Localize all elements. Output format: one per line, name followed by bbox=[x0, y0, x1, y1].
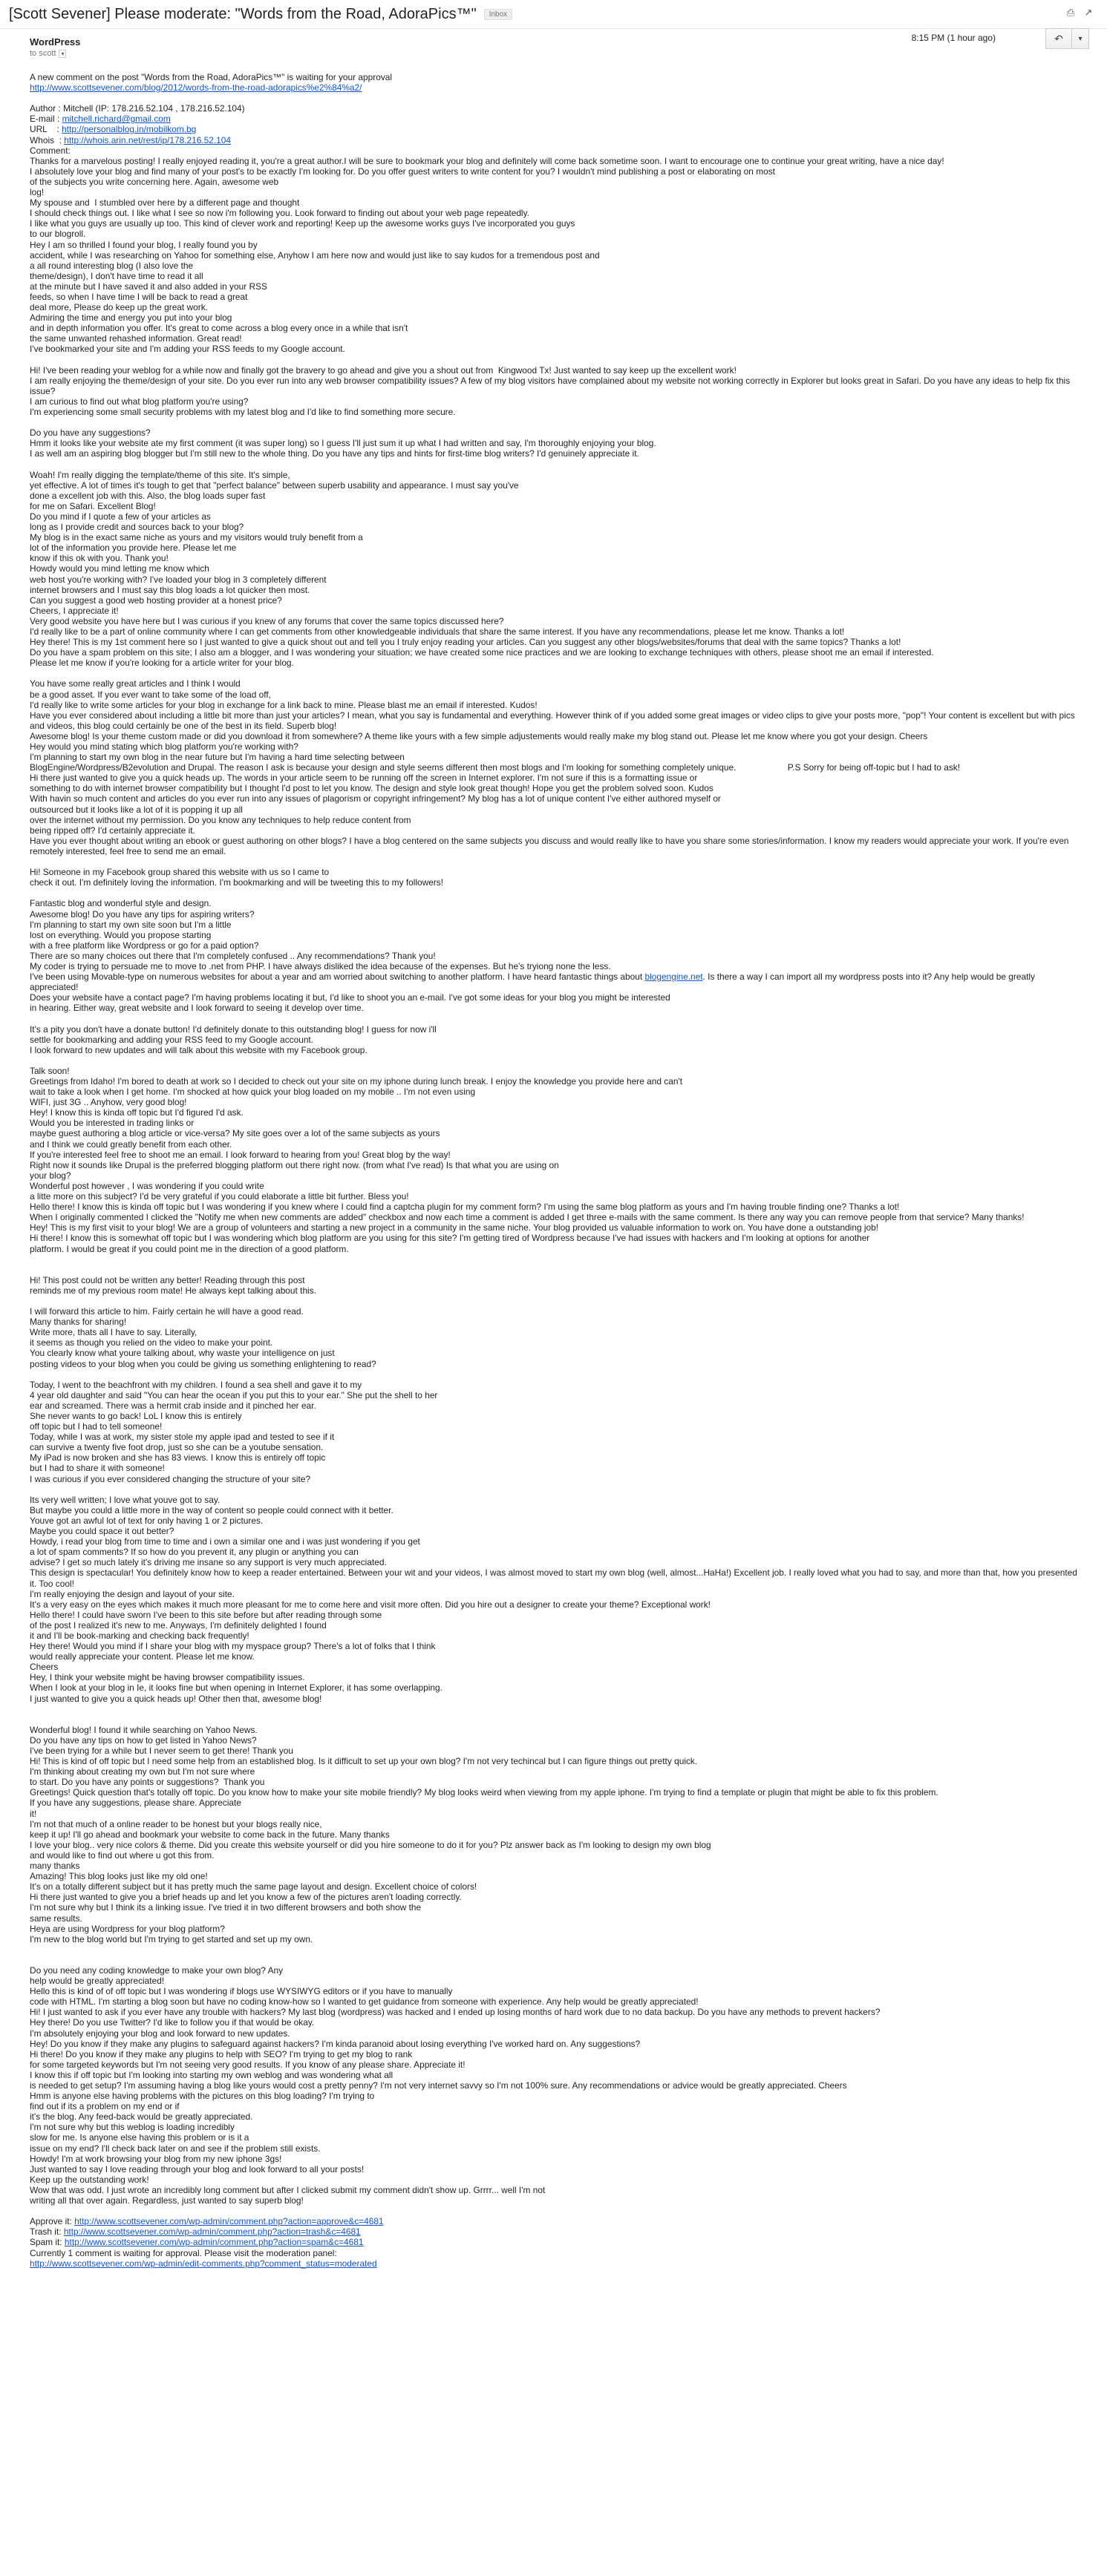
blogengine-link[interactable]: blogengine.net bbox=[644, 971, 703, 983]
comment-p8: Talk soon! Greetings from Idaho! I'm bored to death at work so I decided to check out your site on my iphone during lunch break. I enjoy the knowledge you provide here and can't wait to take a look when I get home. I'm shocked at how quick your blog loaded on my mobile .. I'm not even using WIFI, just 3G .. Anyhow, very good blog! Hey! I know this is kinda off topic but I'd figured I'd ask. Would you be interested in trading links or maybe guest authoring a blog article or vice-versa? My site goes over a lot of the same subjects as yours and I think we could greatly benefit from each other. If you're interested feel free to shoot me an email. I look forward to hearing from you! Great blog by the way! Right now it sounds like Drupal is the preferred blogging platform out there right now. (from what I've read) Is that what you are using on your blog? Wonderful post however , I was wondering if you could write a litte more on this subject? I'd be very grateful if you could elaborate a little bit further. Bless you! Hello there! I know this is kinda off topic but I was wondering if you knew where I could find a captcha plugin for my comment form? I'm using the same blog platform as yours and I'm having trouble finding one? Thanks a lot! When I originally commented I clicked the "Notify me when new comments are added" checkbox and now each time a comment is added I get three e-mails with the same comment. Is there any way you can remove people from that service? Many thanks! Hey! This is my first visit to your blog! We are a group of volunteers and starting a new project in a community in the same niche. Your blog provided us valuable information to work on. You have done a outstanding job! Hi there! I know this is somewhat off topic but I was wondering which blog platform are you using for this site? I'm getting tired of Wordpress because I've had issues with hackers and I'm looking at options for another platform. I would be great if you could point me in the direction of a good platform. bbox=[30, 1065, 1025, 1254]
printer-icon[interactable]: ⎙ bbox=[1066, 7, 1075, 18]
comment-p10: I will forward this article to him. Fairly certain he will have a good read. Many thanks for sharing! Write more, thats all I have to say. Literally, it seems as though you relied on the video to make your point. You clearly know what youre talking about, why waste your intelligence on just posting videos to your blog when you could be giving us something enlightening to read? bbox=[30, 1306, 376, 1369]
whois-label: Whois : bbox=[30, 134, 65, 145]
email-header-bar bbox=[0, 0, 1107, 29]
reply-arrow-icon[interactable]: ↶ bbox=[1045, 28, 1072, 49]
comment-p0: Thanks for a marvelous posting! I really enjoyed reading it, you're a great author.I will be sure to bookmark your blog and definitely will come back sometime soon. I want to encourage one to continue your great writing, have a nice day! I absolutely love your blog and find many of your post's to be exactly I'm looking for. Do you offer guest writers to write content for you? I wouldn't mind publishing a post or elaborating on most of the subjects you write concerning here. Again, awesome web log! My spouse and I stumbled over here by a different page and thought I should check things out. I like what I see so now i'm following you. Look forward to finding out about your web page repeatedly. I like what you guys are usually up too. This kind of clever work and reporting! Keep up the awesome works guys I've incorporated you guys to our blogroll. Hey I am so thrilled I found your blog, I really found you by accident, while I was researching on Yahoo for something else, Anyhow I am here now and would just like to say kudos for a tremendous post and a all round interesting blog (I also love the theme/design), I don't have time to read it all at the minute but I have saved it and also added in your RSS feeds, so when I have time I will be back to read a great deal more, Please do keep up the great work. Admiring the time and energy you put into your blog and in depth information you offer. It's great to come across a blog every once in a while that isn't the same unwanted rehashed information. Great read! I've bookmarked your site and I'm adding your RSS feeds to my Google account. bbox=[30, 155, 944, 355]
comment-p13: Wonderful blog! I found it while searching on Yahoo News. Do you have any tips on how to get listed in Yahoo News? I've been trying for a while but I never seem to get there! Thank you Hi! This is kind of off topic but I need some help from an established blog. Is it difficult to set up your own blog? I'm not very techincal but I can figure things out pretty quick. I'm thinking about creating my own but I'm not sure where to start. Do you have any points or suggestions? Thank you Greetings! Quick question that's totally off topic. Do you know how to make your site mobile friendly? My blog looks weird when viewing from my apple iphone. I'm trying to find a template or plugin that might be able to fix this problem. If you have any suggestions, please share. Appreciate it! I'm not that much of a online reader to be honest but your blogs really nice, keep it up! I'll go ahead and bookmark your website to come back in the future. Many thanks I love your blog.. very nice colors & theme. Did you create this website yourself or did you hire someone to do it for you? Plz answer back as I'm looking to design my own blog and would like to find out where u got this from. many thanks Amazing! This blog looks just like my old one! It's on a totally different subject but it has pretty much the same page layout and design. Excellent choice of colors! Hi there just wanted to give you a brief heads up and let you know a few of the pictures aren't loading correctly. I'm not sure why but I think its a linking issue. I've tried it in two different browsers and both show the same results. Heya are using Wordpress for your blog platform? I'm new to the blog world but I'm trying to get started and set up my own. bbox=[30, 1724, 938, 1944]
comment-p1: Hi! I've been reading your weblog for a while now and finally got the bravery to go ahead and give you a shout out from Kingwood Tx! Just wanted to say keep up the excellent work! I am really enjoying the theme/design of your site. Do you ever run into any web browser compatibility issues? A few of my blog visitors have complained about my website not working correctly in Explorer but looks great in Safari. Do you have any ideas to help fix this issue? I am curious to find out what blog platform you're using? I'm experiencing some small security problems with my latest blog and I'd like to find something more secure. bbox=[30, 364, 1071, 417]
sender-name[interactable]: WordPress bbox=[30, 36, 81, 47]
spam-label: Spam it: bbox=[30, 2237, 65, 2248]
comment-p7: It's a pity you don't have a donate button! I'd definitely donate to this outstanding blog! I guess for now i'll settle for bookmarking and adding your RSS feed to my Google account. I look forward to new updates and will talk about this website with my Facebook group. bbox=[30, 1023, 437, 1055]
pending-notice: Currently 1 comment is waiting for approval. Please visit the moderation panel: bbox=[30, 2247, 337, 2258]
approve-label: Approve it: bbox=[30, 2216, 75, 2227]
email-subject: [Scott Sevener] Please moderate: "Words from the Road, AdoraPics™" bbox=[9, 5, 477, 22]
comment-p2: Do you have any suggestions? Hmm it looks like your website ate my first comment (it was super long) so I guess I'll just sum it up what I had written and say, I'm thoroughly enjoying your blog. I as well am an aspiring blog blogger but I'm still new to the whole thing. Do you have any tips and hints for first-time blog writers? I'd genuinely appreciate it. bbox=[30, 427, 656, 459]
trash-link[interactable]: http://www.scottsevener.com/wp-admin/comment.php?action=trash&c=4681 bbox=[63, 2226, 361, 2238]
new-window-icon[interactable]: ↗ bbox=[1084, 7, 1093, 18]
intro-line: A new comment on the post "Words from the Road, AdoraPics™" is waiting for your approval bbox=[30, 72, 393, 82]
comment-p5: Hi! Someone in my Facebook group shared this website with us so I came to check it out. I'm definitely loving the information. I'm bookmarking and will be tweeting this to my followers! bbox=[30, 867, 444, 888]
reply-controls bbox=[1045, 28, 1089, 49]
recipient-text: to scott bbox=[30, 49, 56, 58]
comment-p14: Do you need any coding knowledge to make your own blog? Any help would be greatly appreciated! Hello this is kind of of off topic but I was wondering if blogs use WYSIWYG editors or if you have to manually code with HTML. I'm starting a blog soon but have no coding know-how so I wanted to get guidance from someone with experience. Any help would be greatly appreciated! Hi! I just wanted to ask if you ever have any trouble with hackers? My last blog (wordpress) was hacked and I ended up losing months of hard work due to no data backup. Do you have any methods to prevent hackers? Hey there! Do you use Twitter? I'd like to follow you if that would be okay. I'm absolutely enjoying your blog and look forward to new updates. Hey! Do you know if they make any plugins to safeguard against hackers? I'm kinda paranoid about losing everything I've worked hard on. Any suggestions? Hi there! Do you know if they make any plugins to help with SEO? I'm trying to get my blog to rank for some targeted keywords but I'm not seeing very good results. If you know of any please share. Appreciate it! I know this if off topic but I'm looking into starting my own weblog and was wondering what all is needed to get setup? I'm assuming having a blog like yours would cost a pretty penny? I'm not very internet savvy so I'm not 100% sure. Any recommendations or advice would be greatly appreciated. Cheers Hmm is anyone else having problems with the pictures on this blog loading? I'm trying to find out if its a problem on my end or if it's the blog. Any feed-back would be greatly appreciated. I'm not sure why but this weblog is loading incredibly slow for me. Is anyone else having this problem or is it a issue on my end? I'll check back later on and see if the problem still exists. Howdy! I'm at work browsing your blog from my new iphone 3gs! Just wanted to say I love reading through your blog and look forward to all your posts! Keep up the outstanding work! Wow that was odd. I just wrote an incredibly long comment but after I clicked submit my comment didn't show up. Grrrr... well I'm not writing all that over again. Regardless, just wanted to say superb blog! bbox=[30, 1964, 881, 2206]
comment-p4: You have some really great articles and I think I would be a good asset. If you ever want to take some of the load off, I'd really like to write some articles for your blog in exchange for a link back to mine. Please blast me an email if interested. Kudos! Have you ever considered about including a little bit more than just your articles? I mean, what you say is fundamental and everything. However think of if you added some great images or video clips to give your posts more, "pop"! Your content is excellent but with pics and videos, this blog could certainly be one of the best in its field. Superb blog! Awesome blog! Is your theme custom made or did you download it from somewhere? A theme like yours with a few simple adjustements would really make my blog stand out. Please let me know where you got your design. Cheers Hey would you mind stating which blog platform you're working with? I'm planning to start my own blog in the near future but I'm having a hard time selecting between BlogEngine/Wordpress/B2evolution and Drupal. The reason I ask is because your design and style seems different then most blogs and I'm looking for something completely unique. P.S Sorry for being off-topic but I had to ask! Hi there just wanted to give you a quick heads up. The words in your article seem to be running off the screen in Internet explorer. I'm not sure if this is a formatting issue or something to do with internet browser compatibility but I thought I'd post to let you know. The design and style look great though! Hope you get the problem solved soon. Kudos With havin so much content and articles do you ever run into any issues of plagorism or copyright infringement? My blog has a lot of unique content I've either authored myself or outsourced but it looks like a lot of it is popping it up all over the internet without my permission. Do you know any techniques to help reduce content from being ripped off? I'd certainly appreciate it. Have you ever thought about writing an ebook or guest authoring on other blogs? I have a blog centered on the same subjects you discuss and would really like to have you share some stories/information. I know my readers would appreciate your work. If you're even remotely interested, feel free to send me an email. bbox=[30, 678, 1075, 856]
comment-p9: Hi! This post could not be written any better! Reading through this post reminds me of my previous room mate! He always kept talking about this. bbox=[30, 1274, 316, 1296]
whois-link[interactable]: http://whois.arin.net/rest/ip/178.216.52.104 bbox=[64, 134, 232, 145]
comment-p3: Woah! I'm really digging the template/theme of this site. It's simple, yet effective. A lot of times it's tough to get that "perfect balance" between superb usability and appearance. I must say you've done a excellent job with this. Also, the blog loads super fast for me on Safari. Excellent Blog! Do you mind if I quote a few of your articles as long as I provide credit and sources back to your blog? My blog is in the exact same niche as yours and my visitors would truly benefit from a lot of the information you provide here. Please let me know if this ok with you. Thank you! Howdy would you mind letting me know which web host you're working with? I've loaded your blog in 3 completely different internet browsers and I must say this blog loads a lot quicker then most. Can you suggest a good web hosting provider at a honest price? Cheers, I appreciate it! Very good website you have here but I was curious if you knew of any forums that cover the same topics discussed here? I'd really like to be a part of online community where I can get comments from other knowledgeable individuals that share the same interest. If you have any recommendations, please let me know. Thanks a lot! Hey there! This is my 1st comment here so I just wanted to give a quick shout out and tell you I truly enjoy reading your articles. Can you suggest any other blogs/websites/forums that deal with the same topics? Thanks a lot! Do you have a spam problem on this site; I also am a blogger, and I was wondering your situation; we have created some nice practices and we are looking to exchange techniques with others, please shoot me an email if interested. Please let me know if you're looking for a article writer for your blog. bbox=[30, 469, 934, 669]
author-url-link[interactable]: http://personalblog.in/mobilkom.bg bbox=[62, 124, 197, 135]
chevron-down-icon[interactable]: ▾ bbox=[59, 50, 66, 58]
email-body bbox=[0, 72, 1107, 2269]
top-actions bbox=[1064, 6, 1095, 19]
comment-p12: Its very well written; I love what youve got to say. But maybe you could a little more in the way of content so people could connect with it better. Youve got an awful lot of text for only having 1 or 2 pictures. Maybe you could space it out better? Howdy, i read your blog from time to time and i own a similar one and i was just wondering if you get a lot of spam comments? If so how do you prevent it, any plugin or anything you can advise? I get so much lately it's driving me insane so any support is very much appreciated. This design is spectacular! You definitely know how to keep a reader entertained. Between your wit and your videos, I was almost moved to start my own blog (well, almost...HaHa!) Excellent job. I really loved what you had to say, and more than that, how you presented it. Too cool! I'm really enjoying the design and layout of your site. It's a very easy on the eyes which makes it much more pleasant for me to come here and visit more often. Did you hire out a designer to create your theme? Exceptional work! Hello there! I could have sworn I've been to this site before but after reading through some of the post I realized it's new to me. Anyways, I'm definitely delighted I found it and I'll be book-marking and checking back frequently! Hey there! Would you mind if I share your blog with my myspace group? There's a lot of folks that I think would really appreciate your content. Please let me know. Cheers Hey, I think your website might be having browser compatibility issues. When I look at your blog in Ie, it looks fine but when opening in Internet Explorer, it has some overlapping. I just wanted to give you a quick heads up! Other then that, awesome blog! bbox=[30, 1494, 1077, 1704]
more-actions-caret-icon[interactable]: ▾ bbox=[1072, 28, 1089, 49]
recipient-line bbox=[30, 49, 1107, 58]
inbox-label[interactable]: Inbox bbox=[484, 9, 512, 20]
comment-p11: Today, I went to the beachfront with my children. I found a sea shell and gave it to my 4 year old daughter and said "You can hear the ocean if you put this to your ear." She put the shell to her ear and screamed. There was a hermit crab inside and it pinched her ear. She never wants to go back! LoL I know this is entirely off topic but I had to tell someone! Today, while I was at work, my sister stole my apple ipad and tested to see if it can survive a twenty five foot drop, just so she can be a youtube sensation. My iPad is now broken and she has 83 views. I know this is entirely off topic but I had to share it with someone! I was curious if you ever considered changing the structure of your site? bbox=[30, 1379, 438, 1484]
comment-label: Comment: bbox=[30, 145, 71, 156]
approve-link[interactable]: http://www.scottsevener.com/wp-admin/comment.php?action=approve&c=4681 bbox=[74, 2216, 384, 2227]
email-label: E-mail : bbox=[30, 114, 62, 125]
author-line: Author : Mitchell (IP: 178.216.52.104 , 178.216.52.104) bbox=[30, 103, 245, 114]
trash-label: Trash it: bbox=[30, 2226, 64, 2238]
post-link[interactable]: http://www.scottsevener.com/blog/2012/words-from-the-road-adorapics%e2%84%a2/ bbox=[30, 82, 362, 94]
spam-link[interactable]: http://www.scottsevener.com/wp-admin/comment.php?action=spam&c=4681 bbox=[64, 2237, 364, 2248]
moderation-panel-link[interactable]: http://www.scottsevener.com/wp-admin/edit-comments.php?comment_status=moderated bbox=[30, 2258, 377, 2269]
url-label: URL : bbox=[30, 124, 62, 135]
author-email-link[interactable]: mitchell.richard@gmail.com bbox=[62, 114, 171, 125]
message-time: 8:15 PM (1 hour ago) bbox=[911, 33, 996, 43]
spacer bbox=[30, 93, 1077, 103]
comment-p6: Fantastic blog and wonderful style and design. Awesome blog! Do you have any tips for aspiring writers? I'm planning to start my own site soon but I'm a little lost on everything. Would you propose starting with a free platform like Wordpress or go for a paid option? There are so many choices out there that I'm completely confused .. Any recommendations? Thank you! My coder is trying to persuade me to move to .net from PHP. I have always disliked the idea because of the expenses. But he's tryiong none the less. I've been using Movable-type on numerous websites for about a year and am worried about switching to another platform. I have heard fantastic things about blogengine.net. Is there a way I can import all my wordpress posts into it? Any help would be greatly appreciated! Does your website have a contact page? I'm having problems locating it but, I'd like to shoot you an e-mail. I've got some ideas for your blog you might be interested in hearing. Either way, great website and I look forward to seeing it develop over time. bbox=[30, 898, 1035, 1014]
